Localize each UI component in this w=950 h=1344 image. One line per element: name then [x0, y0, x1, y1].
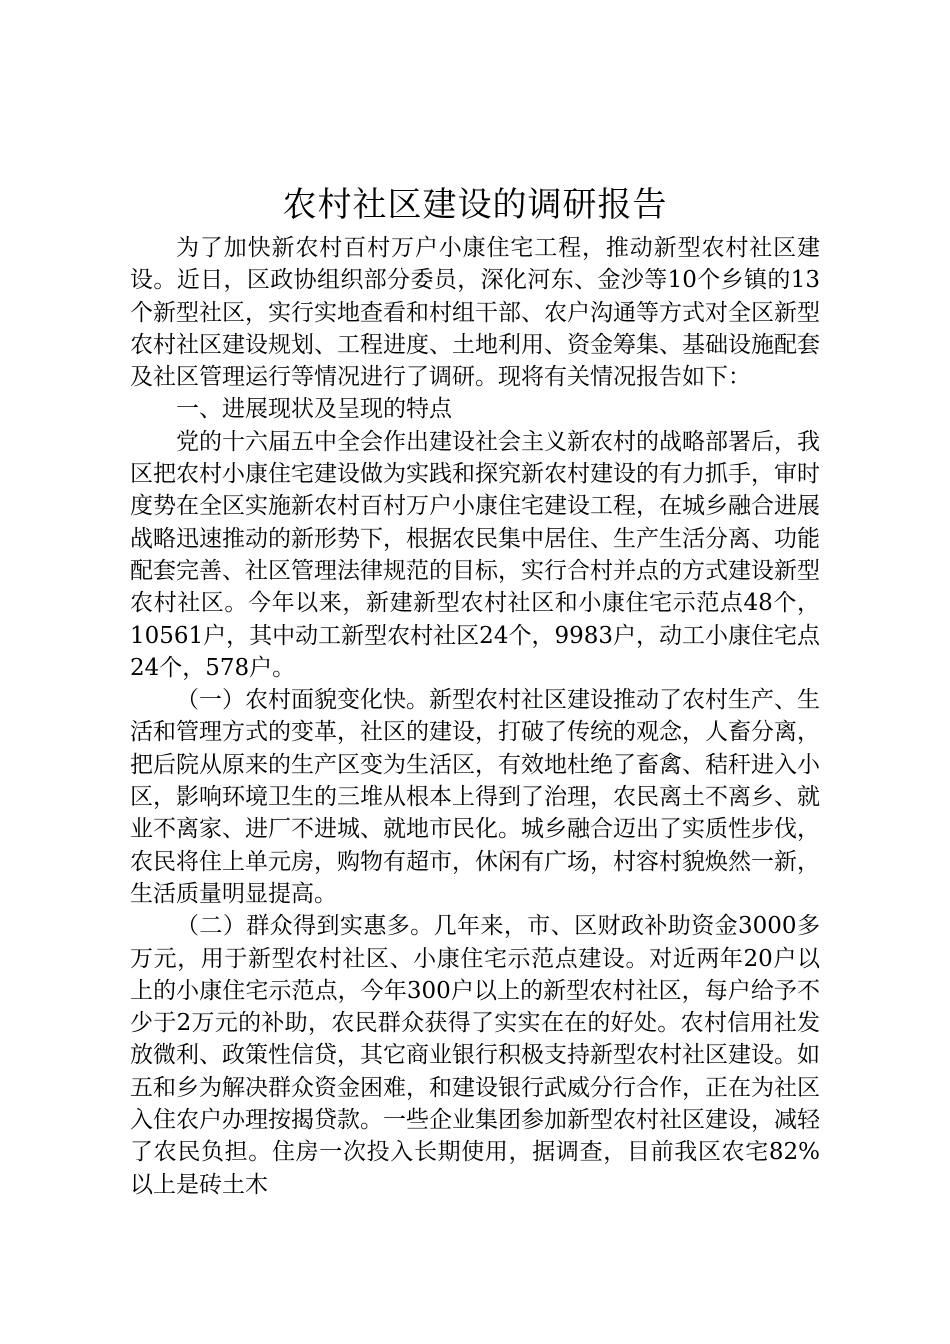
section-heading-progress: 一、进展现状及呈现的特点 — [176, 396, 452, 423]
document-body — [130, 232, 820, 1201]
paragraph-rural-change: （一）农村面貌变化快。新型农村社区建设推动了农村生产、生活和管理方式的变革，社区的建设，打破了传统的观念，人畜分离，把后院从原来的生产区变为生活区，有效地杜绝了畜禽、秸秆进入小区，影响环境卫生的三堆从根本上得到了治理，农民离土不离乡、就业不离家、进厂不进城、就地市民化。城乡融合迈出了实质性步伐，农民将住上单元房，购物有超市，休闲有广场，村容村貌焕然一新，生活质量明显提高。 — [130, 687, 820, 907]
paragraph-intro: 为了加快新农村百村万户小康住宅工程，推动新型农村社区建设。近日，区政协组织部分委员，深化河东、金沙等10个乡镇的13个新型社区，实行实地查看和村组干部、农户沟通等方式对全区新型农村社区建设规划、工程进度、土地利用、资金筹集、基础设施配套及社区管理运行等情况进行了调研。现将有关情况报告如下： — [130, 235, 820, 391]
paragraph-benefits: （二）群众得到实惠多。几年来，市、区财政补助资金3000多万元，用于新型农村社区、小康住宅示范点建设。对近两年20户以上的小康住宅示范点，今年300户以上的新型农村社区，每户给予不少于2万元的补助，农民群众获得了实实在在的好处。农村信用社发放微利、政策性信贷，其它商业银行积极支持新型农村社区建设。如五和乡为解决群众资金困难，和建设银行武威分行合作，正在为社区入住农户办理按揭贷款。一些企业集团参加新型农村社区建设，减轻了农民负担。住房一次投入长期使用，据调查，目前我区农宅82%以上是砖土木 — [130, 913, 820, 1198]
paragraph-background: 党的十六届五中全会作出建设社会主义新农村的战略部署后，我区把农村小康住宅建设做为实践和探究新农村建设的有力抓手，审时度势在全区实施新农村百村万户小康住宅建设工程，在城乡融合进展战略迅速推动的新形势下，根据农民集中居住、生产生活分离、功能配套完善、社区管理法律规范的目标，实行合村并点的方式建设新型农村社区。今年以来，新建新型农村社区和小康住宅示范点48个，10561户，其中动工新型农村社区24个，9983户，动工小康住宅点24个，578户。 — [130, 428, 820, 681]
document-title: 农村社区建设的调研报告 — [282, 185, 668, 225]
